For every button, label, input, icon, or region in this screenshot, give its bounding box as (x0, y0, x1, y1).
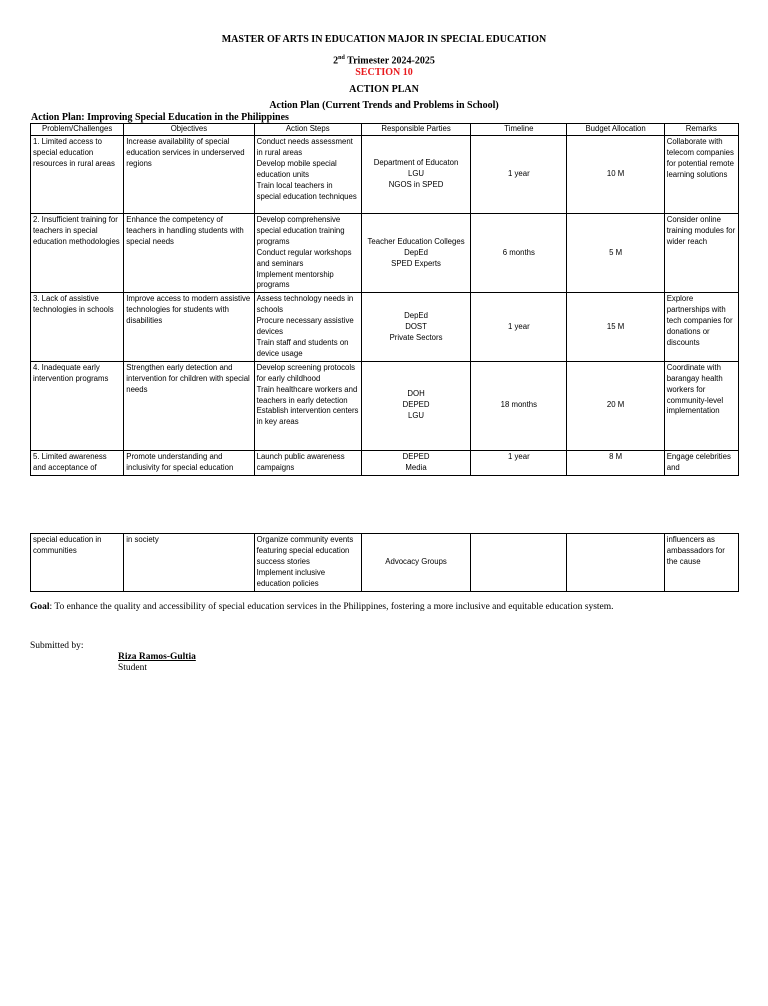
action-steps-cell (254, 450, 361, 475)
responsible-parties-cell (361, 534, 470, 592)
goal-statement (30, 601, 740, 613)
problem-cell: 4. Inadequate early intervention programs (31, 361, 124, 450)
table-row (31, 534, 739, 592)
document-type: ACTION PLAN (349, 84, 419, 95)
action-step: Launch public awareness campaigns (256, 451, 345, 472)
submitter-role: Student (118, 663, 148, 673)
table-header-row (31, 124, 739, 136)
action-steps-cell (254, 136, 361, 214)
trimester-label (0, 52, 768, 67)
column-header: Remarks (664, 124, 738, 136)
responsible-party: Department of Educaton (373, 158, 459, 168)
action-step: Establish intervention centers in key areas (256, 406, 359, 427)
trimester-suffix: nd (338, 55, 345, 61)
action-step: Procure necessary assistive devices (256, 316, 354, 337)
responsible-party: LGU (408, 169, 425, 179)
responsible-party: DOH (407, 389, 425, 399)
column-header: Action Steps (254, 124, 361, 136)
submitter-name: Riza Ramos-Gultia (118, 652, 196, 662)
responsible-party: NGOS in SPED (388, 179, 444, 189)
action-step: Develop screening protocols for early childhood (256, 362, 355, 383)
responsible-parties-cell (361, 450, 470, 475)
responsible-party: DOST (405, 321, 427, 331)
action-steps-cell (254, 214, 361, 293)
action-step: Conduct needs assessment in rural areas (256, 137, 353, 157)
timeline-cell: 1 year (471, 136, 567, 214)
responsible-party: Private Sectors (389, 332, 443, 342)
objective-cell: Promote understanding and inclusivity for special education (124, 450, 254, 475)
responsible-parties-cell (361, 136, 470, 214)
action-step: Conduct regular workshops and seminars (256, 247, 352, 268)
timeline-cell: 1 year (471, 450, 567, 475)
objective-cell: Improve access to modern assistive technologies for students with disabilities (124, 293, 254, 361)
responsible-party: Advocacy Groups (385, 556, 447, 566)
action-step: Assess technology needs in schools (256, 294, 354, 315)
table-row (31, 450, 739, 475)
action-steps-cell (254, 534, 361, 592)
responsible-party: DEPED (402, 400, 430, 410)
problem-cell: 2. Insufficient training for teachers in special education methodologies (31, 214, 124, 293)
column-header: Budget Allocation (567, 124, 664, 136)
objective-cell: Strengthen early detection and intervention for children with special needs (124, 361, 254, 450)
column-header: Responsible Parties (361, 124, 470, 136)
action-step: Develop mobile special education units (256, 158, 337, 179)
problem-cell: 1. Limited access to special education resources in rural areas (31, 136, 124, 214)
program-title: MASTER OF ARTS IN EDUCATION MAJOR IN SPECIAL EDUCATION (221, 34, 547, 45)
column-header: Timeline (471, 124, 567, 136)
remarks-cell: Engage celebrities and (664, 450, 738, 475)
timeline-cell: 6 months (471, 214, 567, 293)
action-step: Develop comprehensive special education training programs (256, 215, 345, 246)
action-plan-table-continued (30, 533, 739, 592)
remarks-cell: Coordinate with barangay health workers for community-level implementation (664, 361, 738, 450)
remarks-cell: Consider online training modules for wider reach (664, 214, 738, 293)
trimester-ordinal: 2 (333, 55, 339, 67)
budget-cell: 10 M (567, 136, 664, 214)
budget-cell (567, 534, 664, 592)
action-step: Organize community events featuring special education success stories (256, 535, 354, 566)
action-steps-cell (254, 293, 361, 361)
table-row (31, 361, 739, 450)
budget-cell: 5 M (567, 214, 664, 293)
action-step: Train local teachers in special education techniques (256, 180, 357, 201)
action-steps-cell (254, 361, 361, 450)
problem-cell: 3. Lack of assistive technologies in schools (31, 293, 124, 361)
timeline-cell (471, 534, 567, 592)
responsible-party: SPED Experts (391, 258, 441, 268)
problem-cell: special education in communities (31, 534, 124, 592)
responsible-parties-cell (361, 293, 470, 361)
timeline-cell: 1 year (471, 293, 567, 361)
table-row (31, 293, 739, 361)
responsible-party: Media (405, 462, 427, 472)
budget-cell: 20 M (567, 361, 664, 450)
responsible-parties-cell (361, 361, 470, 450)
budget-cell: 15 M (567, 293, 664, 361)
column-header: Objectives (124, 124, 254, 136)
problem-cell: 5. Limited awareness and acceptance of (31, 450, 124, 475)
objective-cell: Increase availability of special education services in underserved regions (124, 136, 254, 214)
trimester-text: Trimester 2024-2025 (344, 55, 435, 67)
responsible-party: DepEd (404, 310, 428, 320)
plan-title: Action Plan: Improving Special Education in the Philippines (31, 112, 289, 123)
remarks-cell: Collaborate with telecom companies for potential remote learning solutions (664, 136, 738, 214)
section-label: SECTION 10 (355, 67, 413, 78)
goal-label: Goal (30, 602, 50, 612)
action-step: Train staff and students on device usage (256, 337, 349, 358)
objective-cell: Enhance the competency of teachers in handling students with special needs (124, 214, 254, 293)
remarks-cell: influencers as ambassadors for the cause (664, 534, 738, 592)
responsible-parties-cell (361, 214, 470, 293)
goal-text: : To enhance the quality and accessibility of special education services in the Philippines, fostering a more inclusive and equitable education system. (49, 602, 614, 612)
submitted-by-label: Submitted by: (30, 641, 84, 651)
responsible-party: LGU (408, 411, 425, 421)
budget-cell: 8 M (567, 450, 664, 475)
column-header: Problem/Challenges (31, 124, 124, 136)
responsible-party: DEPED (402, 451, 430, 461)
action-step: Train healthcare workers and teachers in early detection (256, 384, 358, 405)
document-subtitle: Action Plan (Current Trends and Problems in School) (269, 100, 499, 111)
objective-cell: in society (124, 534, 254, 592)
table-row (31, 214, 739, 293)
action-step: Implement mentorship programs (256, 269, 334, 290)
table-row (31, 136, 739, 214)
timeline-cell: 18 months (471, 361, 567, 450)
responsible-party: DepEd (404, 247, 428, 257)
remarks-cell: Explore partnerships with tech companies for donations or discounts (664, 293, 738, 361)
action-step: Implement inclusive education policies (256, 567, 326, 588)
responsible-party: Teacher Education Colleges (367, 236, 465, 246)
action-plan-table (30, 123, 739, 476)
